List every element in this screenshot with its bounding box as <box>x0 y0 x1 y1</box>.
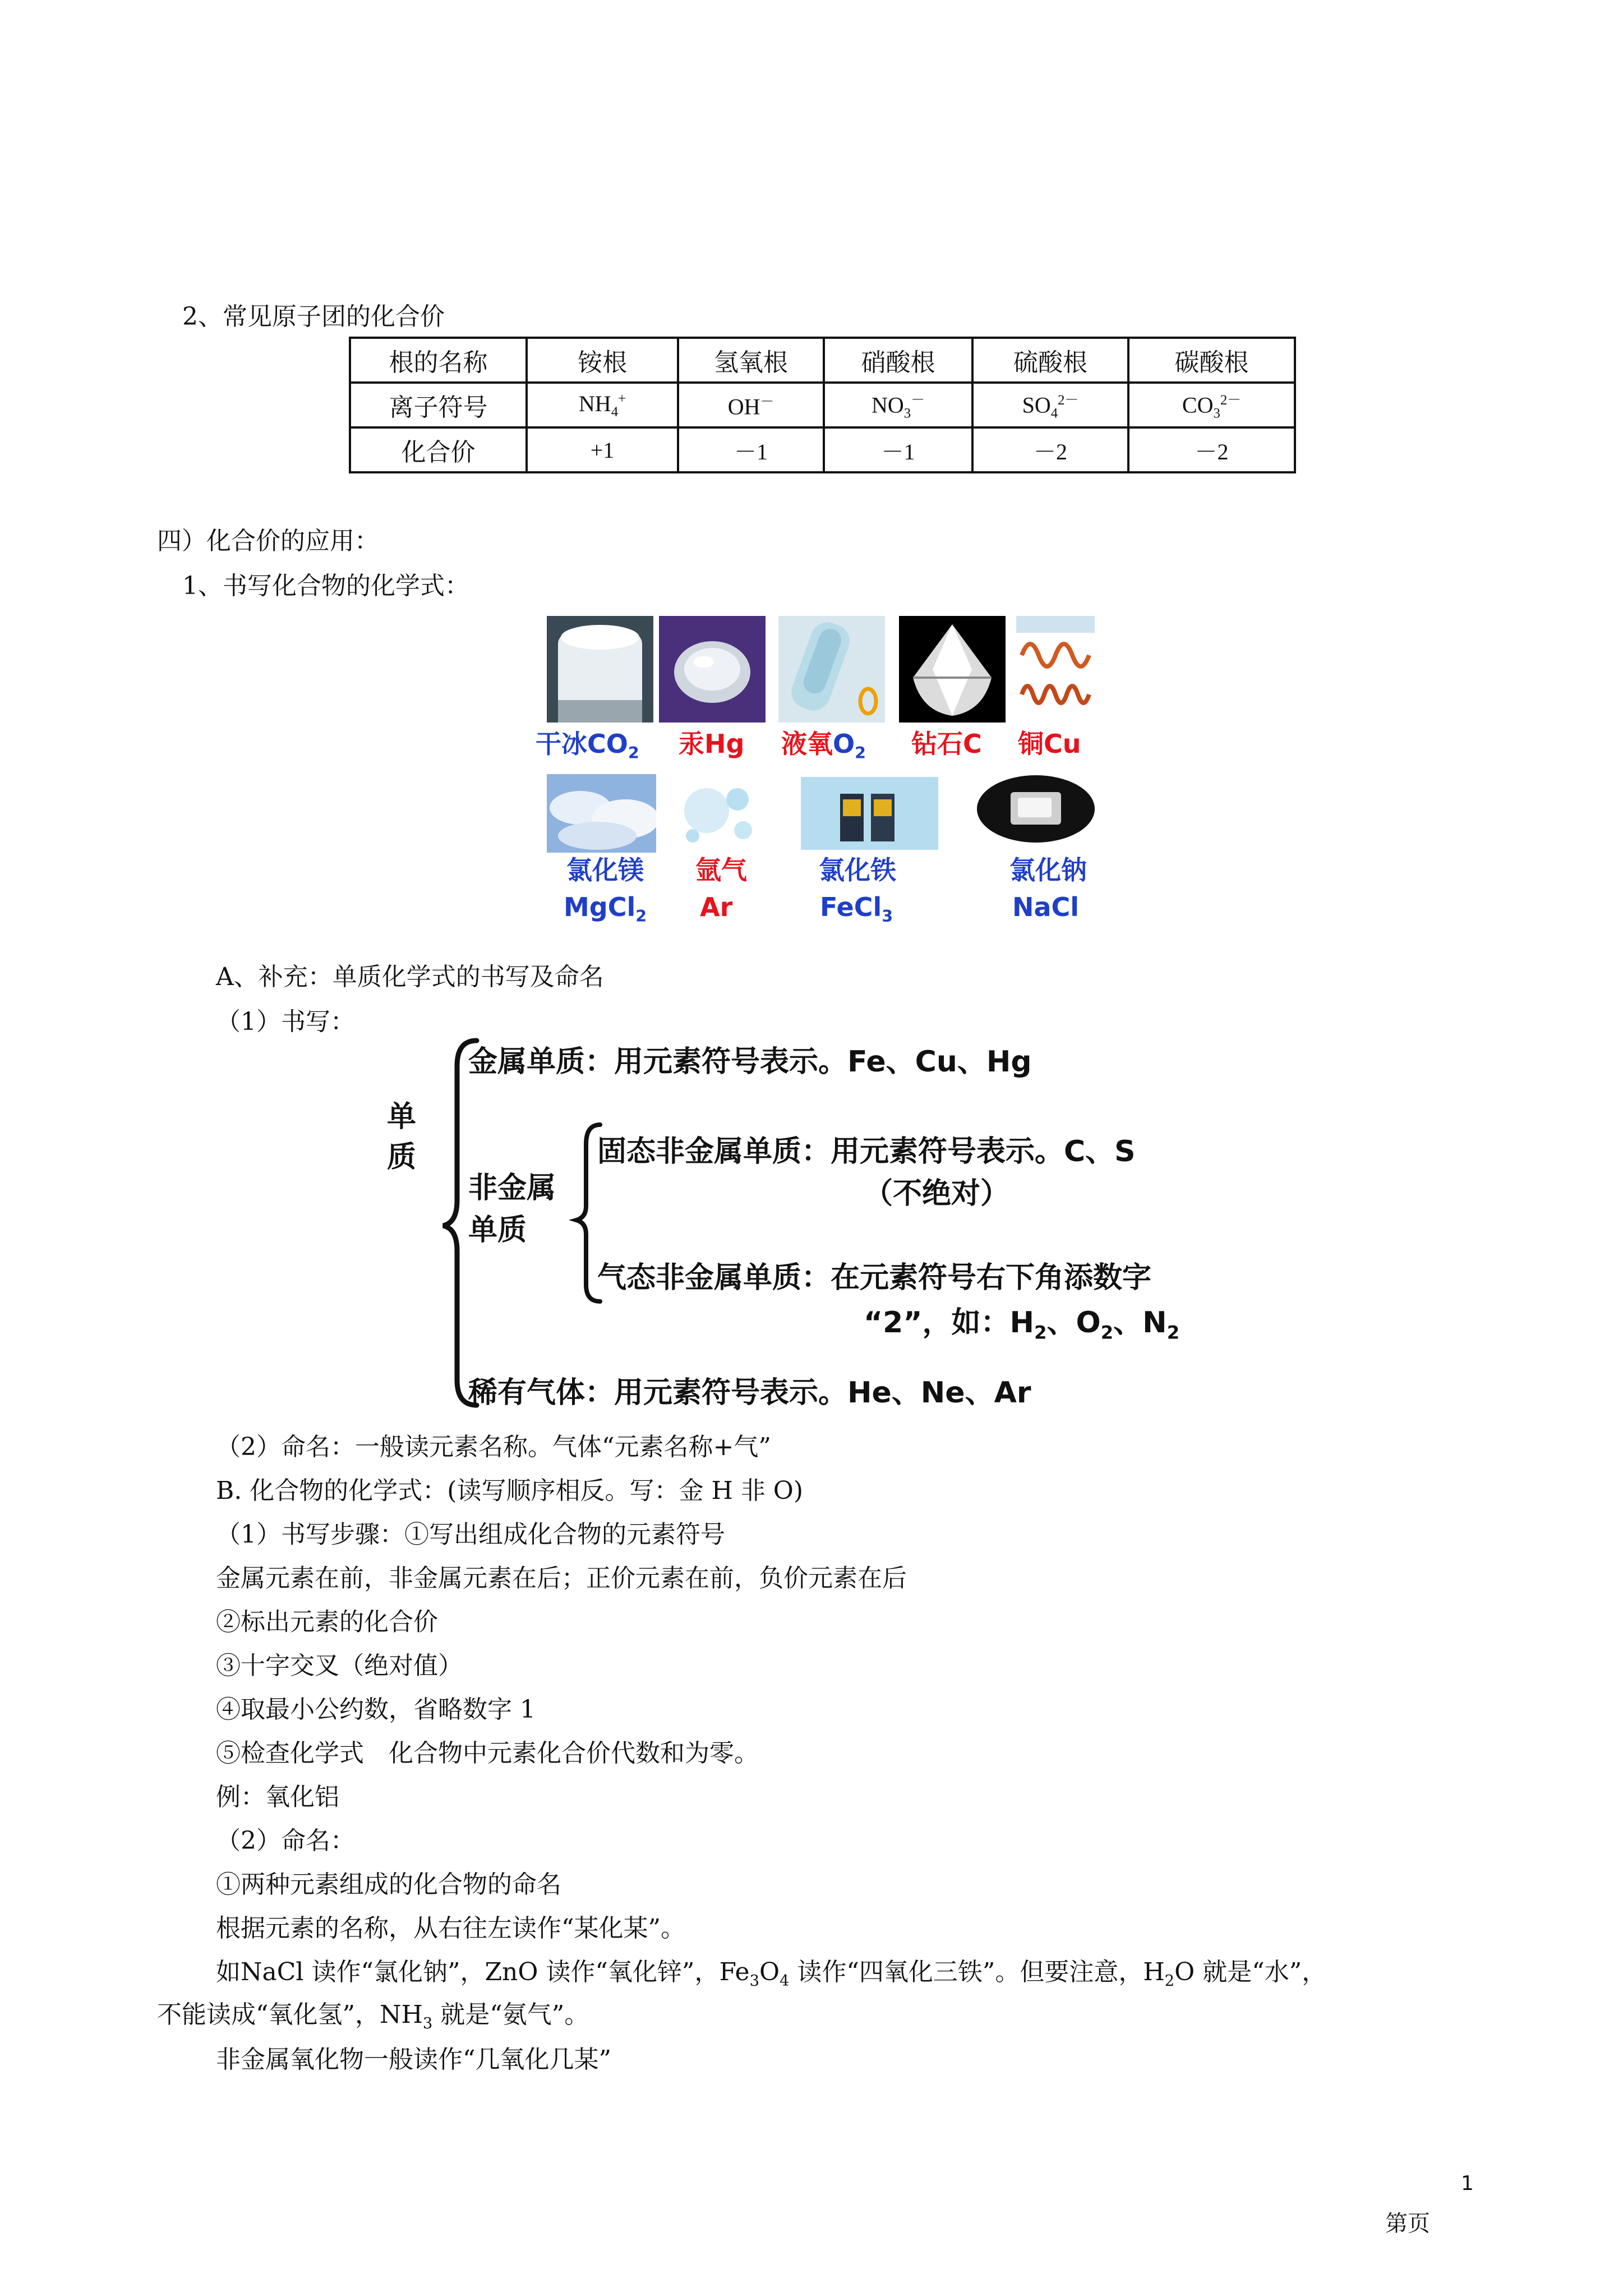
caption-nacl-formula: NaCl <box>1012 892 1080 922</box>
diagram-nonmetal-line2: 单质 <box>468 1213 527 1247</box>
copper-image <box>1016 616 1095 723</box>
nonmetal-oxide-naming: 非金属氧化物一般读作“几氧化几某” <box>216 2045 611 2074</box>
row-header-name: 根的名称 <box>350 338 527 383</box>
table-row <box>350 427 1295 472</box>
diagram-noble-gas: 稀有气体：用元素符号表示。He、Ne、Ar <box>468 1376 1031 1410</box>
table-cell: －2 <box>972 427 1128 472</box>
table-cell: +1 <box>527 427 678 472</box>
subsection-title-formula: 1、书写化合物的化学式： <box>182 572 469 600</box>
caption-argon-formula: Ar <box>700 892 733 922</box>
table-row <box>350 383 1295 427</box>
liquid-oxygen-image <box>778 616 885 723</box>
caption-argon-cn: 氩气 <box>695 855 747 885</box>
naming-rule-elements: （2）命名：一般读元素名称。气体“元素名称+气” <box>216 1433 771 1461</box>
caption-fecl3-formula: FeCl$_3$ <box>820 892 893 926</box>
diagram-gas-example: “2”，如：$H_2$、$O_2$、$N_2$ <box>864 1306 1180 1343</box>
diagram-metal: 金属单质：用元素符号表示。Fe、Cu、Hg <box>468 1045 1032 1079</box>
dry-ice-image <box>547 616 653 723</box>
table-cell: 铵根 <box>527 338 678 383</box>
naming-binary-rule: 根据元素的名称，从右往左读作“某化某”。 <box>216 1914 685 1943</box>
valence-table <box>349 337 1296 473</box>
writing-step-1: （1）书写步骤：①写出组成化合物的元素符号 <box>216 1520 725 1549</box>
writing-step-1-rule: 金属元素在前，非金属元素在后；正价元素在前，负价元素在后 <box>216 1564 907 1593</box>
writing-step-2: ②标出元素的化合价 <box>216 1608 438 1636</box>
caption-diamond: 钻石C <box>911 729 982 759</box>
example-alumina: 例：氧化铝 <box>216 1783 339 1811</box>
diagram-root-line1: 单 质 <box>387 1100 417 1174</box>
argon-image <box>676 777 760 850</box>
ion-symbol-sulfate: $SO_4^{2-}$ <box>972 383 1128 427</box>
writing-step-4: ④取最小公约数，省略数字 1 <box>216 1695 536 1724</box>
ion-symbol-hydroxide: OH－ <box>678 383 824 427</box>
diagram-nonmetal-line1: 非金属 <box>468 1171 556 1205</box>
table-cell: －1 <box>678 427 824 472</box>
naming-examples-line2: 不能读成“氧化氢”，$NH_3$ 就是“氨气”。 <box>157 2000 589 2032</box>
table-cell: －1 <box>824 427 972 472</box>
diagram-solid-note: （不绝对） <box>864 1177 1010 1211</box>
ion-symbol-ammonium: $NH_4^+$ <box>527 383 678 427</box>
subsection-title-writing: （1）书写： <box>216 1007 355 1036</box>
page-label: 第页 <box>1385 2211 1430 2237</box>
caption-copper: 铜Cu <box>1018 729 1081 759</box>
diamond-image <box>899 616 1006 723</box>
writing-step-3: ③十字交叉（绝对值） <box>216 1651 463 1680</box>
subsection-title-elements: A、补充：单质化学式的书写及命名 <box>216 963 604 991</box>
naming-title: （2）命名： <box>216 1826 355 1855</box>
writing-step-5: ⑤检查化学式 化合物中元素化合价代数和为零。 <box>216 1739 759 1768</box>
table-cell: －2 <box>1128 427 1295 472</box>
diagram-gas-nonmetal: 气态非金属单质：在元素符号右下角添数字 <box>597 1261 1152 1295</box>
caption-mgcl2-formula: MgCl$_2$ <box>564 892 647 926</box>
caption-fecl3-cn: 氯化铁 <box>819 855 896 885</box>
ion-symbol-nitrate: $NO_3^-$ <box>824 383 972 427</box>
table-cell: 氢氧根 <box>678 338 824 383</box>
section-title-atomic-groups: 2、常见原子团的化合价 <box>182 302 445 331</box>
row-header-valence: 化合价 <box>350 427 527 472</box>
table-cell: 硝酸根 <box>824 338 972 383</box>
caption-liquid-oxygen: 液氧$O_2$ <box>781 729 866 763</box>
table-cell: 硫酸根 <box>972 338 1128 383</box>
caption-dry-ice: 干冰$CO_2$ <box>536 729 639 763</box>
row-header-symbol: 离子符号 <box>350 383 527 427</box>
iron-chloride-image <box>801 777 938 850</box>
caption-mgcl2-cn: 氯化镁 <box>566 855 644 885</box>
page-number: 1 <box>1461 2172 1474 2195</box>
caption-nacl-cn: 氯化钠 <box>1009 855 1087 885</box>
table-row <box>350 338 1295 383</box>
table-cell: 碳酸根 <box>1128 338 1295 383</box>
magnesium-chloride-image <box>547 774 656 853</box>
naming-binary: ①两种元素组成的化合物的命名 <box>216 1870 561 1899</box>
naming-examples-line1: 如NaCl 读作“氯化钠”，ZnO 读作“氧化锌”，$Fe_3O_4$ 读作“四氧化三铁”。但要注意，$H_2O$ 就是“水”， <box>216 1958 1327 1990</box>
ion-symbol-carbonate: $CO_3^{2-}$ <box>1128 383 1295 427</box>
caption-mercury: 汞Hg <box>679 729 745 759</box>
sodium-chloride-image <box>976 774 1096 844</box>
compound-formula-title: B. 化合物的化学式：(读写顺序相反。写：金 H 非 O) <box>216 1476 804 1505</box>
diagram-solid-nonmetal: 固态非金属单质：用元素符号表示。C、S <box>597 1135 1136 1168</box>
mercury-image <box>659 616 766 723</box>
section-title-applications: 四）化合价的应用： <box>157 527 379 555</box>
